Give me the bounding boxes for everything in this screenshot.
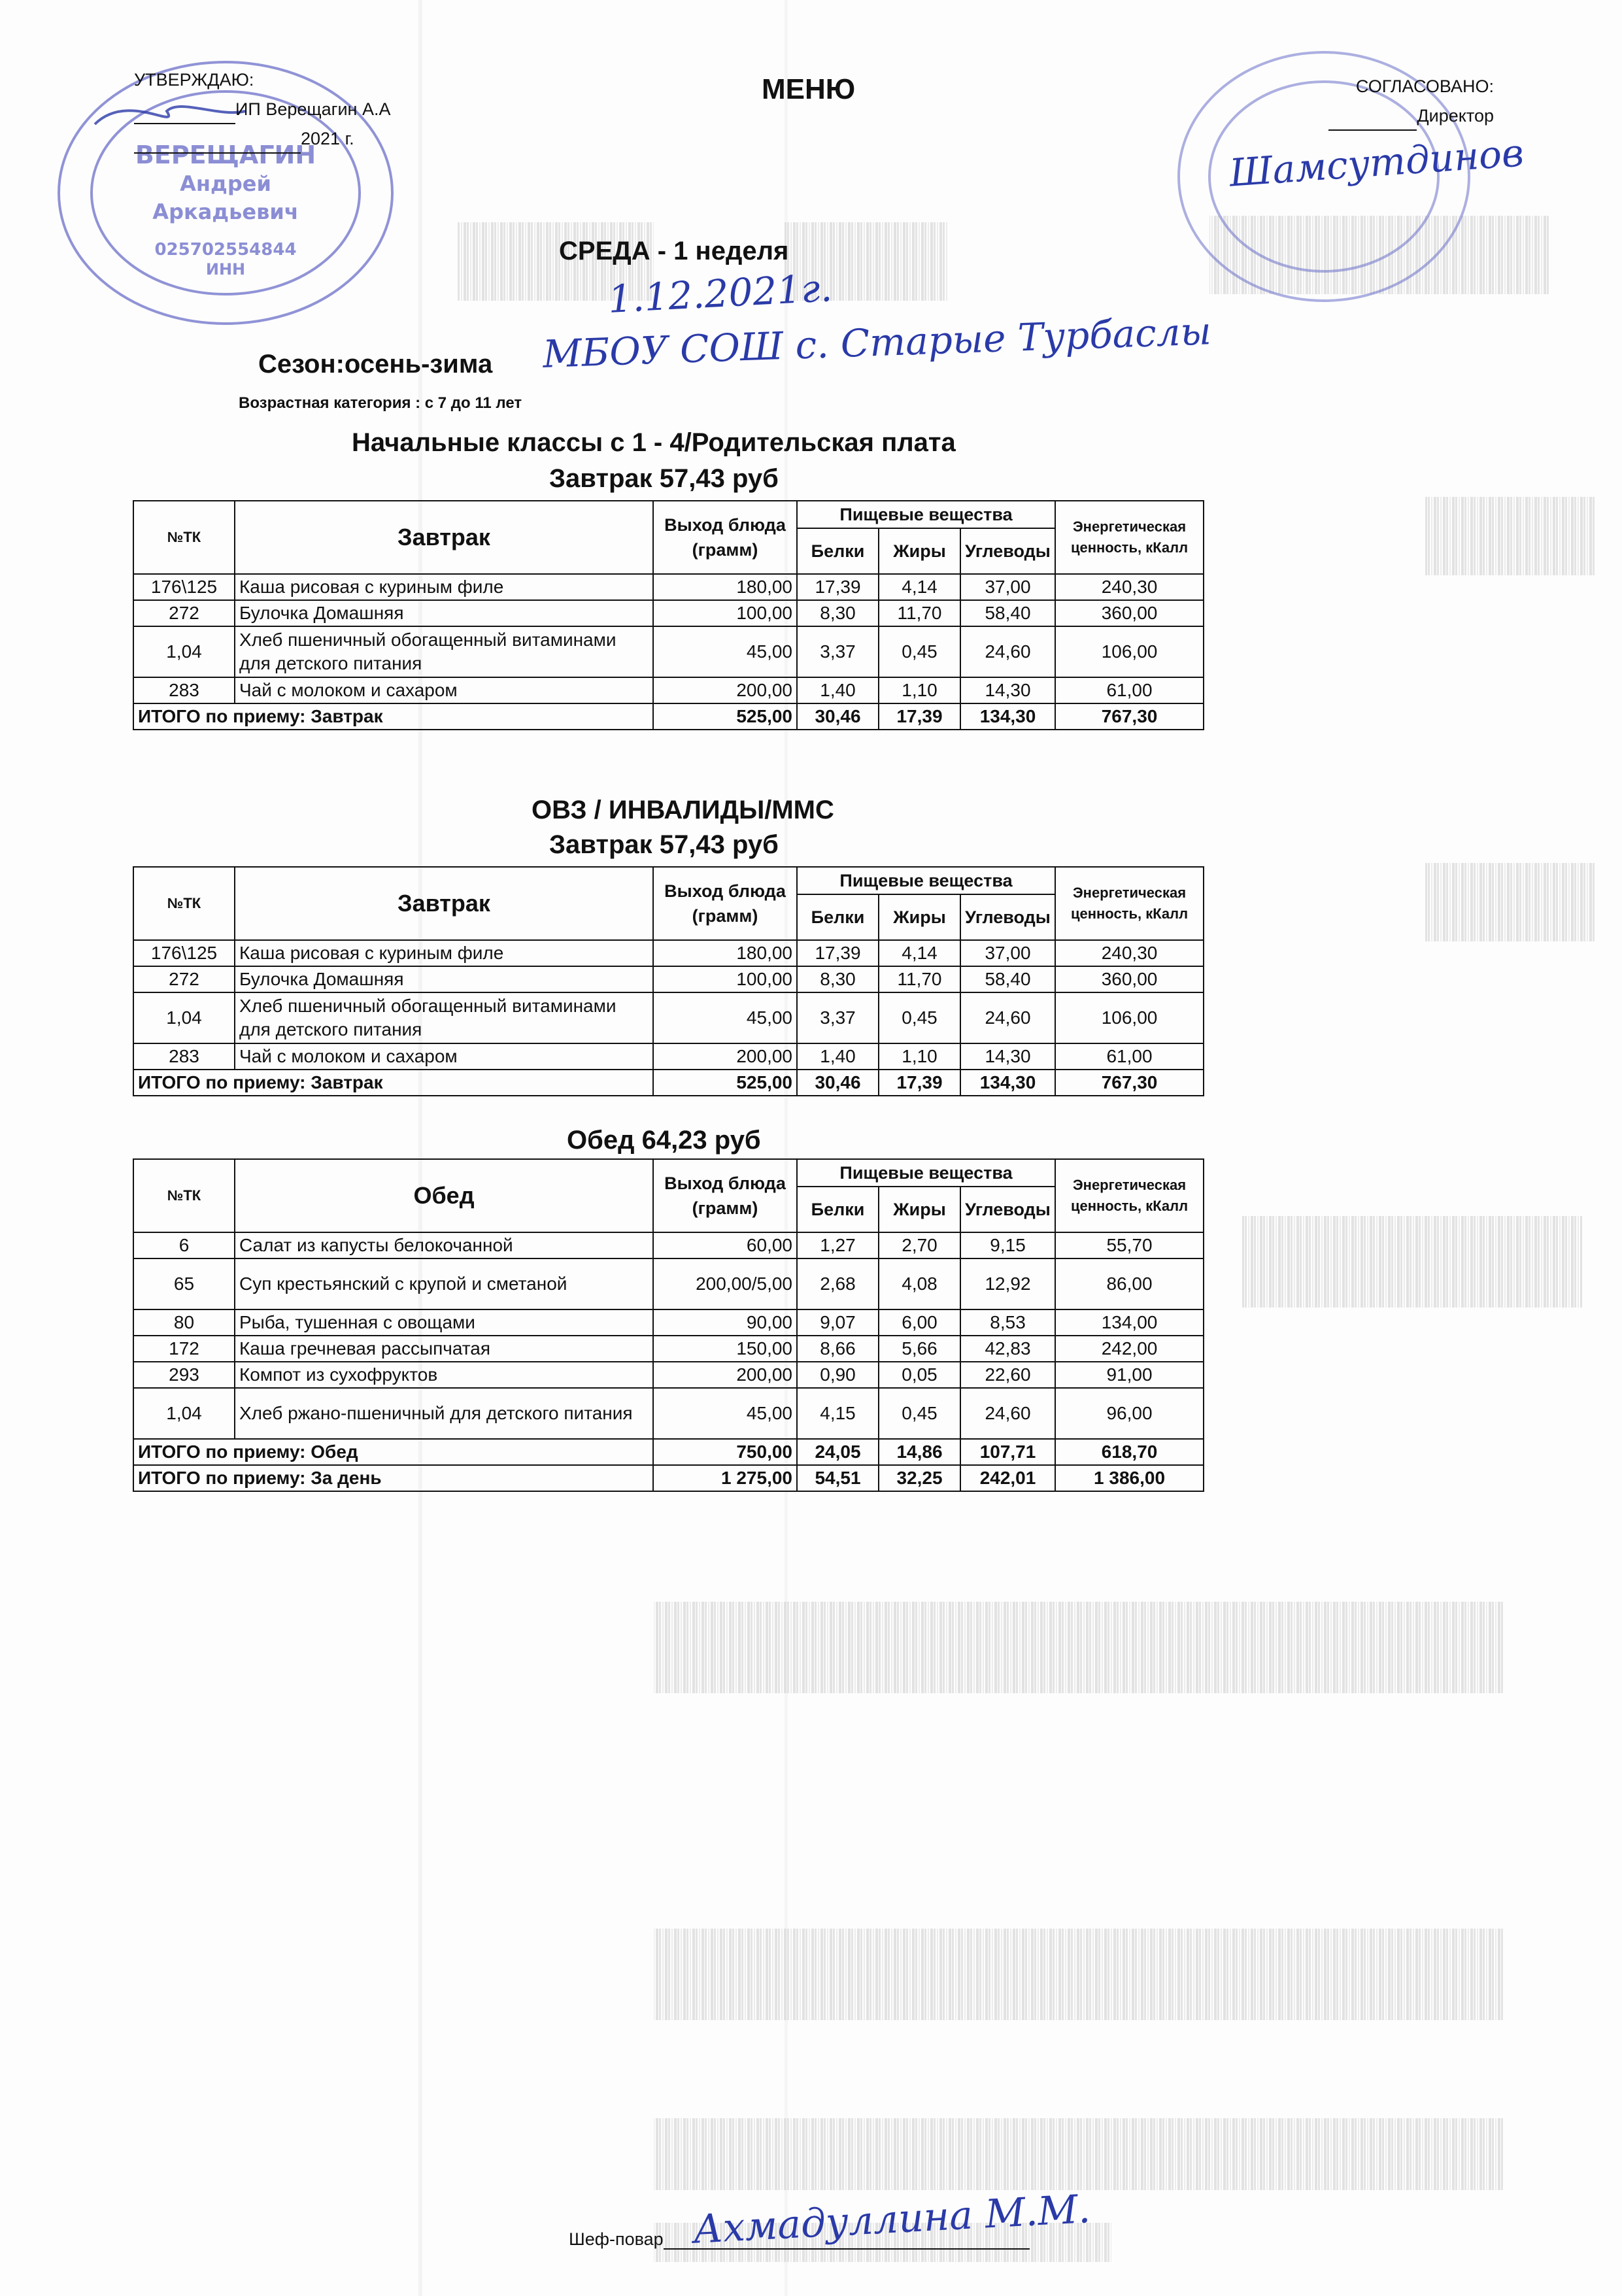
total-out: 525,00 [653,1070,797,1096]
dish-code: 176\125 [133,574,235,600]
dish-output: 200,00 [653,1043,797,1070]
dish-carbs: 9,15 [960,1232,1055,1258]
table-row [133,677,1204,703]
col-fat-header: Жиры [879,1187,960,1232]
dish-fat: 4,14 [879,574,960,600]
col-out-header: Выход блюда (грамм) [653,867,797,940]
table-row [133,1309,1204,1336]
table-row [133,1232,1204,1258]
dish-carbs: 12,92 [960,1258,1055,1309]
col-meal-header: Завтрак [235,501,653,574]
dish-code: 65 [133,1258,235,1309]
dish-protein: 8,30 [797,600,879,626]
col-num-header: №ТК [133,867,235,940]
dish-fat: 0,45 [879,626,960,677]
dish-name: Каша рисовая с куриным филе [235,574,653,600]
dish-fat: 0,45 [879,992,960,1043]
col-protein-header: Белки [797,528,879,574]
table-row [133,574,1204,600]
total-label: ИТОГО по приему: Обед [133,1439,653,1465]
dish-energy: 86,00 [1055,1258,1204,1309]
dish-carbs: 14,30 [960,677,1055,703]
col-meal-header: Завтрак [235,867,653,940]
dish-name: Суп крестьянский с крупой и сметаной [235,1258,653,1309]
dish-code: 6 [133,1232,235,1258]
dish-fat: 6,00 [879,1309,960,1336]
col-nutrients-header: Пищевые вещества [797,867,1055,894]
table-row [133,1043,1204,1070]
breakfast-table-primary [133,500,1204,730]
total-label: ИТОГО по приему: Завтрак [133,703,653,730]
table-row [133,1388,1204,1439]
total-energy: 618,70 [1055,1439,1204,1465]
total-carbs: 134,30 [960,1070,1055,1096]
dish-protein: 4,15 [797,1388,879,1439]
total-carbs: 134,30 [960,703,1055,730]
dish-protein: 2,68 [797,1258,879,1309]
dish-carbs: 58,40 [960,600,1055,626]
dish-carbs: 37,00 [960,940,1055,966]
col-protein-header: Белки [797,1187,879,1232]
col-fat-header: Жиры [879,894,960,940]
dish-carbs: 8,53 [960,1309,1055,1336]
dish-fat: 4,08 [879,1258,960,1309]
dish-fat: 11,70 [879,966,960,992]
dish-energy: 134,00 [1055,1309,1204,1336]
dish-fat: 1,10 [879,677,960,703]
section3-subtitle: Обед 64,23 руб [567,1126,761,1155]
dish-code: 272 [133,600,235,626]
dish-fat: 11,70 [879,600,960,626]
dish-code: 80 [133,1309,235,1336]
table-row [133,1258,1204,1309]
col-num-header: №ТК [133,1159,235,1232]
col-energy-header: Энергетическая ценность, кКалл [1055,501,1204,574]
dish-fat: 4,14 [879,940,960,966]
dish-name: Чай с молоком и сахаром [235,677,653,703]
handwritten-school: МБОУ СОШ с. Старые Турбаслы [542,309,1212,377]
dish-carbs: 42,83 [960,1336,1055,1362]
season: Сезон:осень-зима [258,350,493,379]
dish-code: 172 [133,1336,235,1362]
total-fat: 17,39 [879,1070,960,1096]
section1-title: Начальные классы с 1 - 4/Родительская плата [352,428,956,457]
dish-energy: 240,30 [1055,574,1204,600]
col-energy-header: Энергетическая ценность, кКалл [1055,867,1204,940]
dish-code: 283 [133,1043,235,1070]
dish-protein: 1,40 [797,1043,879,1070]
chef-label: Шеф-повар [569,2229,664,2249]
section2-title: ОВЗ / ИНВАЛИДЫ/ММС [532,796,834,824]
dish-code: 176\125 [133,940,235,966]
day-total-out: 1 275,00 [653,1465,797,1491]
dish-output: 90,00 [653,1309,797,1336]
dish-carbs: 58,40 [960,966,1055,992]
col-protein-header: Белки [797,894,879,940]
stamp-name: ВЕРЕЩАГИН [135,141,316,169]
col-out-header: Выход блюда (грамм) [653,501,797,574]
dish-protein: 17,39 [797,574,879,600]
dish-protein: 9,07 [797,1309,879,1336]
stamp-middle-name: Аркадьевич [152,199,299,224]
section2-subtitle: Завтрак 57,43 руб [549,830,779,859]
dish-name: Салат из капусты белокочанной [235,1232,653,1258]
dish-energy: 91,00 [1055,1362,1204,1388]
dish-output: 100,00 [653,600,797,626]
dish-carbs: 14,30 [960,1043,1055,1070]
dish-name: Каша рисовая с куриным филе [235,940,653,966]
total-energy: 767,30 [1055,703,1204,730]
approve-year: 2021 г. [301,129,354,148]
dish-output: 150,00 [653,1336,797,1362]
dish-energy: 96,00 [1055,1388,1204,1439]
dish-carbs: 24,60 [960,626,1055,677]
dish-fat: 1,10 [879,1043,960,1070]
dish-fat: 5,66 [879,1336,960,1362]
dish-fat: 2,70 [879,1232,960,1258]
dish-energy: 242,00 [1055,1336,1204,1362]
total-row [133,1070,1204,1096]
dish-protein: 17,39 [797,940,879,966]
total-energy: 767,30 [1055,1070,1204,1096]
dish-output: 60,00 [653,1232,797,1258]
dish-code: 293 [133,1362,235,1388]
table-row [133,626,1204,677]
dish-energy: 61,00 [1055,677,1204,703]
breakfast-table-ovz [133,866,1204,1096]
dish-name: Хлеб ржано-пшеничный для детского питания [235,1388,653,1439]
stamp-inn: 025702554844 [154,240,297,260]
day-total-energy: 1 386,00 [1055,1465,1204,1491]
dish-carbs: 24,60 [960,1388,1055,1439]
dish-output: 45,00 [653,626,797,677]
approve-title: УТВЕРЖДАЮ: [134,70,254,90]
dish-protein: 3,37 [797,992,879,1043]
agreed-block [1298,72,1494,131]
dish-protein: 8,66 [797,1336,879,1362]
dish-protein: 8,30 [797,966,879,992]
total-out: 750,00 [653,1439,797,1465]
dish-carbs: 24,60 [960,992,1055,1043]
col-energy-header: Энергетическая ценность, кКалл [1055,1159,1204,1232]
dish-code: 1,04 [133,992,235,1043]
agreed-role: Директор [1417,106,1494,126]
dish-name: Каша гречневая рассыпчатая [235,1336,653,1362]
day-total-carbs: 242,01 [960,1465,1055,1491]
dish-energy: 106,00 [1055,992,1204,1043]
dish-output: 200,00/5,00 [653,1258,797,1309]
dish-protein: 1,27 [797,1232,879,1258]
total-fat: 14,86 [879,1439,960,1465]
dish-code: 1,04 [133,1388,235,1439]
col-meal-header: Обед [235,1159,653,1232]
dish-output: 200,00 [653,677,797,703]
col-num-header: №ТК [133,501,235,574]
page-title: МЕНЮ [762,73,856,105]
dish-name: Рыба, тушенная с овощами [235,1309,653,1336]
day-total-fat: 32,25 [879,1465,960,1491]
age-category: Возрастная категория : с 7 до 11 лет [239,394,522,412]
stamp-first-name: Андрей [180,171,271,196]
dish-protein: 0,90 [797,1362,879,1388]
total-protein: 24,05 [797,1439,879,1465]
dish-output: 100,00 [653,966,797,992]
col-fat-header: Жиры [879,528,960,574]
dish-name: Хлеб пшеничный обогащенный витаминами для детского питания [235,626,653,677]
dish-energy: 360,00 [1055,600,1204,626]
total-carbs: 107,71 [960,1439,1055,1465]
day-total-row [133,1465,1204,1491]
col-carbs-header: Углеводы [960,1187,1055,1232]
total-protein: 30,46 [797,703,879,730]
col-carbs-header: Углеводы [960,528,1055,574]
dish-carbs: 37,00 [960,574,1055,600]
agreed-title: СОГЛАСОВАНО: [1355,76,1494,96]
table-row [133,1336,1204,1362]
total-protein: 30,46 [797,1070,879,1096]
agreed-signature-line [1328,112,1417,131]
dish-energy: 360,00 [1055,966,1204,992]
col-nutrients-header: Пищевые вещества [797,501,1055,528]
dish-output: 45,00 [653,992,797,1043]
dish-energy: 61,00 [1055,1043,1204,1070]
handwritten-date: 1.12.2021г. [607,265,834,322]
total-row [133,703,1204,730]
day-total-label: ИТОГО по приему: За день [133,1465,653,1491]
total-label: ИТОГО по приему: Завтрак [133,1070,653,1096]
table-row [133,1362,1204,1388]
table-row [133,600,1204,626]
dish-code: 1,04 [133,626,235,677]
total-out: 525,00 [653,703,797,730]
table-row [133,992,1204,1043]
table-row [133,940,1204,966]
dish-name: Хлеб пшеничный обогащенный витаминами для детского питания [235,992,653,1043]
approve-person: ИП Верещагин А.А [235,99,391,119]
col-nutrients-header: Пищевые вещества [797,1159,1055,1187]
dish-output: 45,00 [653,1388,797,1439]
stamp-inn-label: ИНН [205,260,246,279]
lunch-table [133,1158,1204,1492]
director-signature: Шамсутдинов [1228,130,1525,195]
table-row [133,966,1204,992]
dish-name: Компот из сухофруктов [235,1362,653,1388]
dish-fat: 0,05 [879,1362,960,1388]
day-total-protein: 54,51 [797,1465,879,1491]
dish-output: 200,00 [653,1362,797,1388]
dish-energy: 106,00 [1055,626,1204,677]
dish-protein: 3,37 [797,626,879,677]
dish-output: 180,00 [653,940,797,966]
dish-fat: 0,45 [879,1388,960,1439]
chef-signature: Ахмадуллина М.М. [692,2186,1092,2253]
approve-date-line [134,135,301,154]
total-fat: 17,39 [879,703,960,730]
dish-output: 180,00 [653,574,797,600]
dish-energy: 55,70 [1055,1232,1204,1258]
dish-energy: 240,30 [1055,940,1204,966]
dish-name: Чай с молоком и сахаром [235,1043,653,1070]
dish-name: Булочка Домашняя [235,966,653,992]
dish-protein: 1,40 [797,677,879,703]
dish-carbs: 22,60 [960,1362,1055,1388]
total-row [133,1439,1204,1465]
dish-code: 283 [133,677,235,703]
day-week: СРЕДА - 1 неделя [559,237,789,265]
approve-signature-line [134,106,235,124]
dish-name: Булочка Домашняя [235,600,653,626]
dish-code: 272 [133,966,235,992]
section1-subtitle: Завтрак 57,43 руб [549,464,779,493]
approval-block [134,65,390,154]
col-out-header: Выход блюда (грамм) [653,1159,797,1232]
col-carbs-header: Углеводы [960,894,1055,940]
